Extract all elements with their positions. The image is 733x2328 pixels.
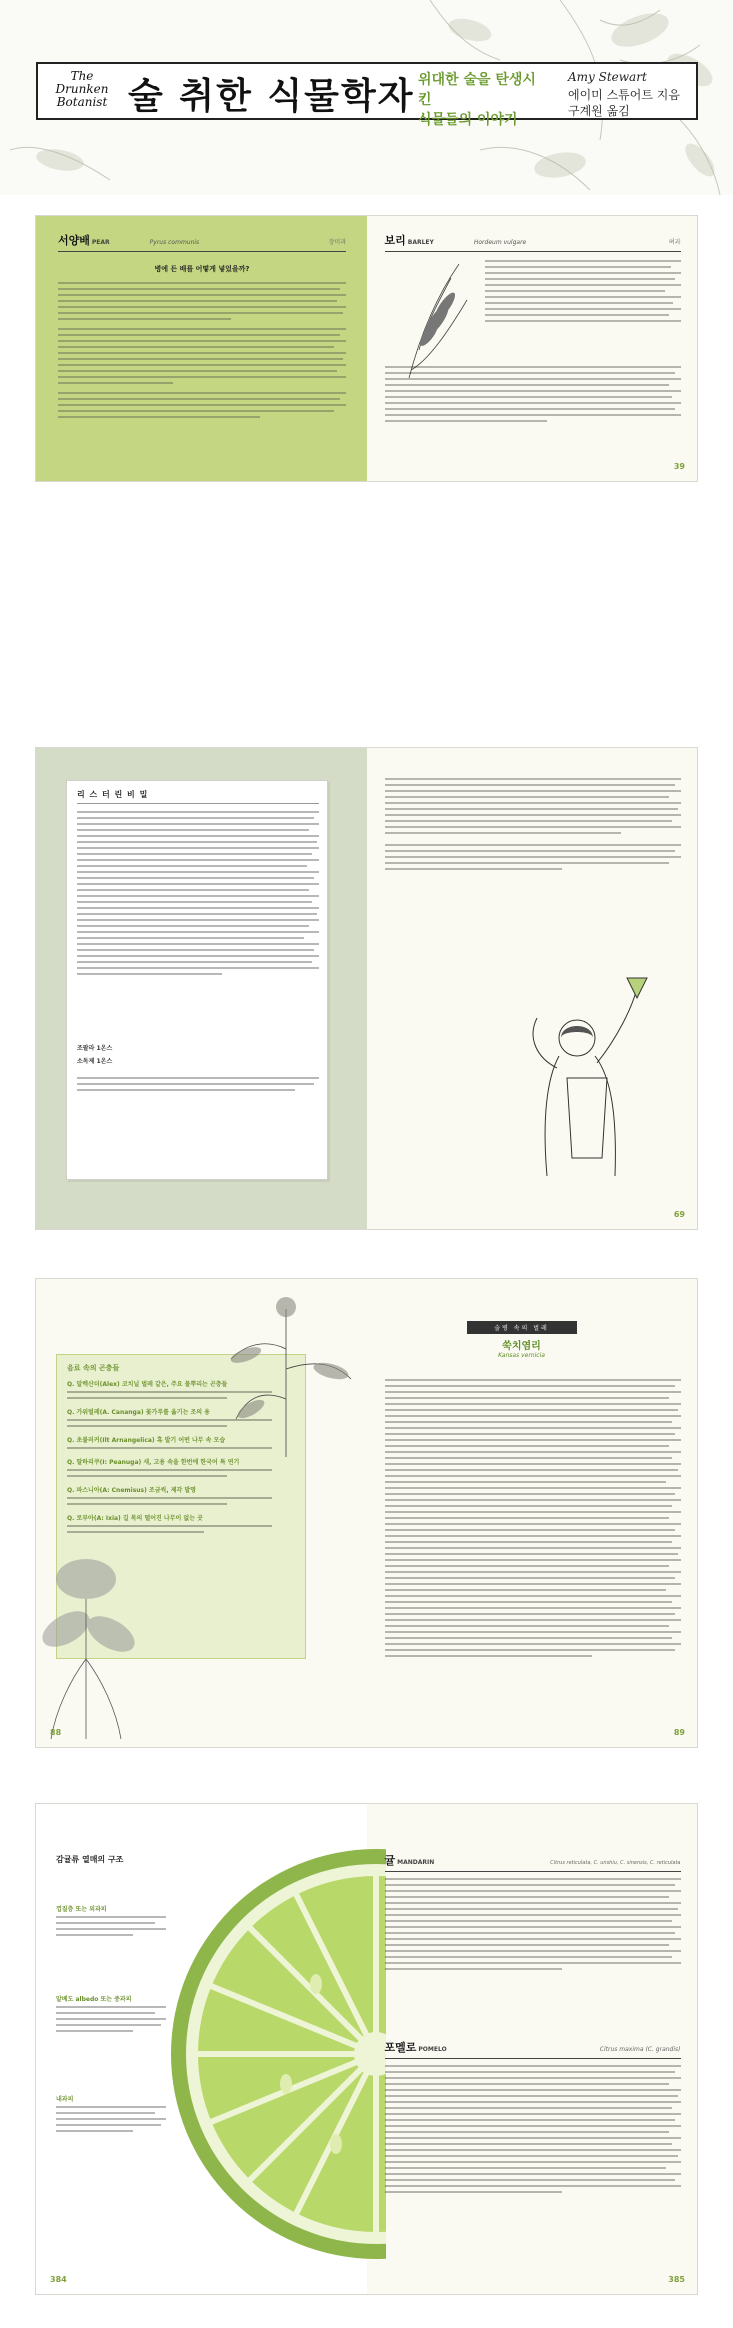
plant-illustration-2: [35, 1539, 166, 1739]
barley-illustration: [389, 260, 479, 380]
book-title: 술 취한 식물학자: [128, 75, 415, 117]
page-insects-box: [36, 1279, 367, 1747]
callout-endocarp: 내과피: [56, 2094, 166, 2136]
section-title-en: PEAR: [91, 239, 110, 246]
body-text: [385, 1878, 681, 1970]
recipe-card: [66, 780, 328, 1180]
spread-listerine: [35, 747, 698, 1230]
book-title-box: [36, 62, 698, 128]
list-item: Q. 가위벌레(A. Cananga) 꽃가루를 옮기는 조의 용: [67, 1407, 295, 1427]
latin-name: Pyrus communis: [149, 239, 200, 246]
card-text: [77, 811, 319, 979]
plant-family: 벼과: [668, 239, 681, 246]
card-text: [77, 1077, 319, 1095]
plant-title: 쑥치염리: [502, 1341, 541, 1352]
page-number: 385: [668, 2275, 685, 2284]
list-item: Q. 파스니아(A: Cnemisus) 조금씩, 제각 발명: [67, 1485, 295, 1505]
plant-illustration: [206, 1289, 366, 1459]
body-text: [385, 778, 681, 874]
section-title-en: BARLEY: [407, 239, 434, 246]
book-subtitle: 위대한 술을 탄생시킨 식물들의 이야기: [418, 72, 536, 128]
author-name-ko: 에이미 스튜어트 지음: [568, 88, 680, 102]
lime-cross-section: [166, 1844, 386, 2264]
plant-family: 장미과: [328, 239, 346, 246]
translator-name: 구계원 옮김: [568, 104, 630, 118]
latin-name: Hordeum vulgare: [473, 239, 527, 246]
scientist-illustration: [497, 958, 687, 1178]
box-title: 음료 속의 곤충들: [67, 1364, 120, 1372]
callout-albedo: 알베도 albedo 또는 중과피: [56, 1994, 166, 2036]
body-text: [385, 1379, 681, 1661]
page-number: 88: [50, 1728, 62, 1737]
list-item: Q. 초불러커(Ilt Arnangelica) 혹 발기 어떤 나무 속 모습: [67, 1435, 295, 1449]
mandarin-header: 귤 MANDARIN Citrus reticulata, C. unshiu, C. sinensis, C. reticulata: [385, 1852, 681, 1872]
latin-name: Kansas vernicia: [498, 1352, 545, 1359]
page-sidebar: [36, 748, 367, 1229]
spread-insects: [35, 1278, 698, 1748]
header-banner: [0, 0, 733, 195]
page-mandarin-pomelo: [367, 1804, 698, 2294]
page-pear: [36, 216, 367, 481]
page-body: [367, 748, 698, 1229]
page-number: 39: [673, 462, 685, 471]
sidebar-heading: 병에 든 배를 어떻게 넣었을까?: [154, 265, 250, 273]
author-name-en: Amy Stewart: [568, 70, 647, 84]
page-number: 384: [50, 2275, 67, 2284]
ingredient-a: 조팔라 1온스: [77, 1045, 113, 1052]
pomelo-header: 포멜로 POMELO Citrus maxima (C. grandis): [385, 2039, 681, 2059]
diagram-title: 감귤류 열매의 구조: [56, 1855, 124, 1864]
body-text: [385, 366, 681, 426]
spread-pear-barley: [35, 215, 698, 482]
ingredient-b: 소독제 1온스: [77, 1058, 113, 1065]
section-title: 서양배: [58, 234, 90, 247]
page-number: 89: [673, 1728, 685, 1737]
book-logo: The Drunken Botanist: [55, 69, 109, 109]
list-item: Q. 알렉산더(Alex) 코치닐 벌레 같은, 주요 물뿌리는 곤충들: [67, 1379, 295, 1399]
body-text: [385, 2065, 681, 2193]
body-text: [58, 282, 346, 418]
spread-citrus: [35, 1803, 698, 2295]
section-label: 술병 속의 벌레: [467, 1321, 577, 1334]
section-title: 보리: [384, 234, 406, 247]
callout-peel: 껍질층 또는 외과피: [56, 1904, 166, 1940]
page-barley: [367, 216, 698, 481]
body-text: [485, 260, 681, 326]
page-wormwood: [367, 1279, 698, 1747]
list-item: Q. 딸하리쿠(I: Peanuga) 새, 고용 속을 한번에 한국어 특 연기: [67, 1457, 295, 1477]
page-citrus-diagram: [36, 1804, 367, 2294]
section-header: [467, 1321, 577, 1359]
page-number: 69: [673, 1210, 685, 1219]
card-title: 리 스 터 린 비 밀: [77, 790, 149, 799]
list-item: Q. 로부아(A: Ixia) 길 목의 떨어진 나무이 없는 곳: [67, 1513, 295, 1533]
